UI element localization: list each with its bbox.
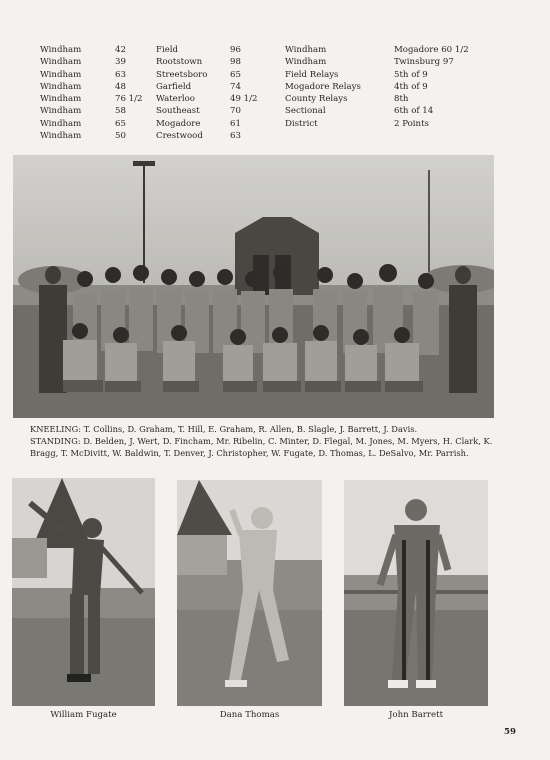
result-event: Field Relays	[285, 69, 339, 80]
result-value: Mogadore 60 1/2	[394, 45, 469, 55]
opponent-name: Streetsboro	[156, 69, 208, 80]
opponent-score: 61	[230, 118, 241, 129]
caption-dana-thomas: Dana Thomas	[219, 710, 280, 720]
opponent-score: 70	[230, 106, 241, 117]
team-score: 42	[115, 45, 126, 55]
opponent-name: Mogadore	[156, 118, 201, 129]
result-value: 5th of 9	[394, 69, 428, 80]
result-event: Windham	[285, 45, 327, 55]
result-value: 8th	[394, 94, 409, 105]
opponent-score: 63	[230, 131, 241, 142]
result-value: Twinsburg 97	[394, 57, 454, 68]
opponent-name: Garfield	[156, 81, 192, 92]
standing-names: STANDING: D. Belden, J. Wert, D. Fincham, Mr. Ribelin, C. Minter, D. Flegal, M. Jones, M. Myers, H. Clark, K. Bragg, T. McDivitt, W. Baldwin, T. Denver, J. Christopher, W. Fugate, D. Thomas, L. DeSalvo, Mr. Parrish.	[30, 436, 493, 459]
result-event: Sectional	[285, 106, 326, 117]
team-name: Windham	[40, 69, 82, 80]
opponent-score: 49 1/2	[230, 94, 258, 105]
team-score: 65	[115, 118, 126, 129]
opponent-name: Rootstown	[156, 57, 203, 68]
team-name: Windham	[40, 81, 82, 92]
result-event: District	[285, 118, 318, 129]
opponent-score: 65	[230, 69, 241, 80]
team-score: 76 1/2	[115, 94, 143, 105]
kneeling-names: KNEELING: T. Collins, D. Graham, T. Hill, E. Graham, R. Allen, B. Slagle, J. Barrett, J. Davis.	[30, 424, 418, 434]
result-value: 2 Points	[394, 118, 429, 129]
opponent-score: 96	[230, 45, 241, 55]
action-photo-3	[344, 480, 488, 706]
result-event: County Relays	[285, 94, 348, 105]
team-name: Windham	[40, 106, 82, 117]
opponent-score: 74	[230, 81, 241, 92]
result-value: 4th of 9	[394, 81, 428, 92]
opponent-name: Field	[156, 45, 179, 55]
result-event: Windham	[285, 57, 327, 68]
action-photo-2	[177, 480, 322, 706]
caption-william-fugate: William Fugate	[50, 710, 117, 720]
team-photo	[13, 155, 494, 418]
opponent-score: 98	[230, 57, 241, 68]
team-roster	[30, 423, 500, 460]
result-value: 6th of 14	[394, 106, 434, 117]
team-name: Windham	[40, 57, 82, 68]
opponent-name: Waterloo	[156, 94, 195, 105]
team-name: Windham	[40, 118, 82, 129]
result-event: Mogadore Relays	[285, 81, 361, 92]
action-photo-1	[12, 478, 155, 706]
opponent-name: Southeast	[156, 106, 200, 117]
team-score: 50	[115, 131, 126, 142]
team-score: 39	[115, 57, 126, 68]
team-score: 48	[115, 81, 126, 92]
team-name: Windham	[40, 45, 82, 55]
team-name: Windham	[40, 131, 82, 142]
caption-john-barrett: John Barrett	[388, 710, 444, 720]
team-name: Windham	[40, 94, 82, 105]
opponent-name: Crestwood	[156, 131, 203, 142]
page-number: 59	[504, 727, 516, 737]
team-score: 63	[115, 69, 126, 80]
team-score: 58	[115, 106, 126, 117]
